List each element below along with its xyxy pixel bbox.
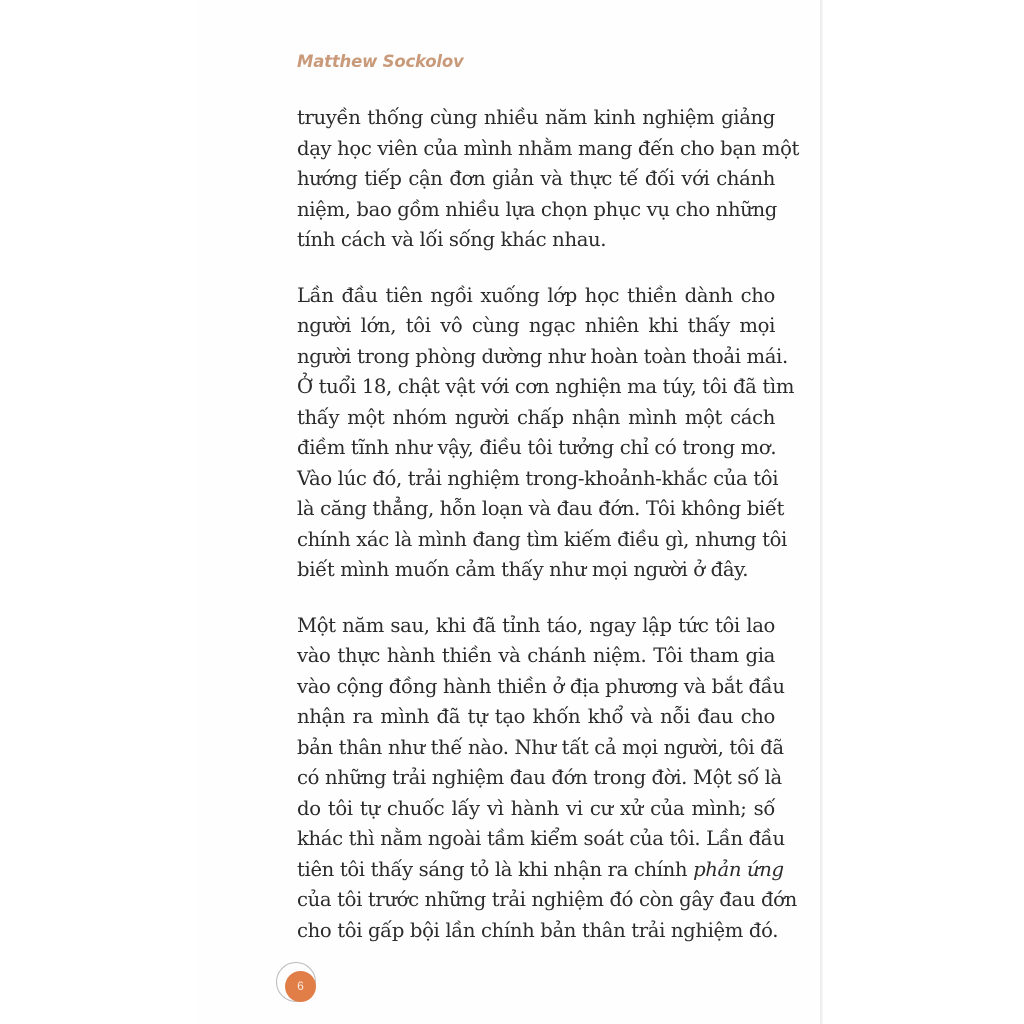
text-line: nhận ra mình đã tự tạo khốn khổ và nỗi đau cho xyxy=(297,705,775,728)
text-line: biết mình muốn cảm thấy như mọi người ở đây. xyxy=(297,558,749,581)
text-line: tính cách và lối sống khác nhau. xyxy=(297,228,607,251)
text-line: là căng thẳng, hỗn loạn và đau đớn. Tôi không biết xyxy=(297,497,785,520)
page-number-badge xyxy=(276,962,320,1006)
text-line: của tôi trước những trải nghiệm đó còn gây đau đớn xyxy=(297,888,797,911)
text-line: vào cộng đồng hành thiền ở địa phương và bắt đầu xyxy=(297,674,785,698)
text-line: truyền thống cùng nhiều năm kinh nghiệm giảng xyxy=(297,106,775,129)
text-line: vào thực hành thiền và chánh niệm. Tôi tham gia xyxy=(297,644,775,667)
text-line: Vào lúc đó, trải nghiệm trong-khoảnh-khắc của tôi xyxy=(297,466,779,490)
text-line: khác thì nằm ngoài tầm kiểm soát của tôi. Lần đầu xyxy=(297,827,785,850)
text-line: bản thân như thế nào. Như tất cả mọi người, tôi đã xyxy=(297,735,784,759)
text-fragment: tiên tôi thấy sáng tỏ là khi nhận ra chính xyxy=(297,857,694,881)
page-number: 6 xyxy=(285,971,316,1002)
text-line: điềm tĩnh như vậy, điều tôi tưởng chỉ có trong mơ. xyxy=(297,436,777,459)
paragraph-2 xyxy=(297,281,795,586)
paragraph-3 xyxy=(297,611,797,947)
text-line: người trong phòng dường như hoàn toàn thoải mái. xyxy=(297,344,788,368)
text-line: niệm, bao gồm nhiều lựa chọn phục vụ cho những xyxy=(297,197,777,221)
text-line: dạy học viên của mình nhằm mang đến cho bạn một xyxy=(297,136,800,160)
text-line: cho tôi gấp bội lần chính bản thân trải nghiệm đó. xyxy=(297,918,779,942)
text-line-with-emphasis xyxy=(297,855,784,886)
text-line: do tôi tự chuốc lấy vì hành vi cư xử của mình; số xyxy=(297,796,775,820)
text-line: Lần đầu tiên ngồi xuống lớp học thiền dành cho xyxy=(297,283,775,307)
text-line: chính xác là mình đang tìm kiếm điều gì, nhưng tôi xyxy=(297,527,787,551)
text-line: hướng tiếp cận đơn giản và thực tế đối với chánh xyxy=(297,167,775,190)
text-line: có những trải nghiệm đau đớn trong đời. Một số là xyxy=(297,766,782,789)
page-edge xyxy=(820,0,823,1024)
paragraph-1 xyxy=(297,103,800,256)
emphasized-text: phản ứng xyxy=(693,857,784,881)
body-text xyxy=(297,103,800,971)
text-line: Một năm sau, khi đã tỉnh táo, ngay lập tức tôi lao xyxy=(297,613,775,637)
text-line: Ở tuổi 18, chật vật với cơn nghiện ma túy, tôi đã tìm xyxy=(297,375,795,398)
running-head-author: Matthew Sockolov xyxy=(297,52,464,71)
text-line: thấy một nhóm người chấp nhận mình một cách xyxy=(297,405,775,429)
text-line: người lớn, tôi vô cùng ngạc nhiên khi thấy mọi xyxy=(297,314,775,337)
